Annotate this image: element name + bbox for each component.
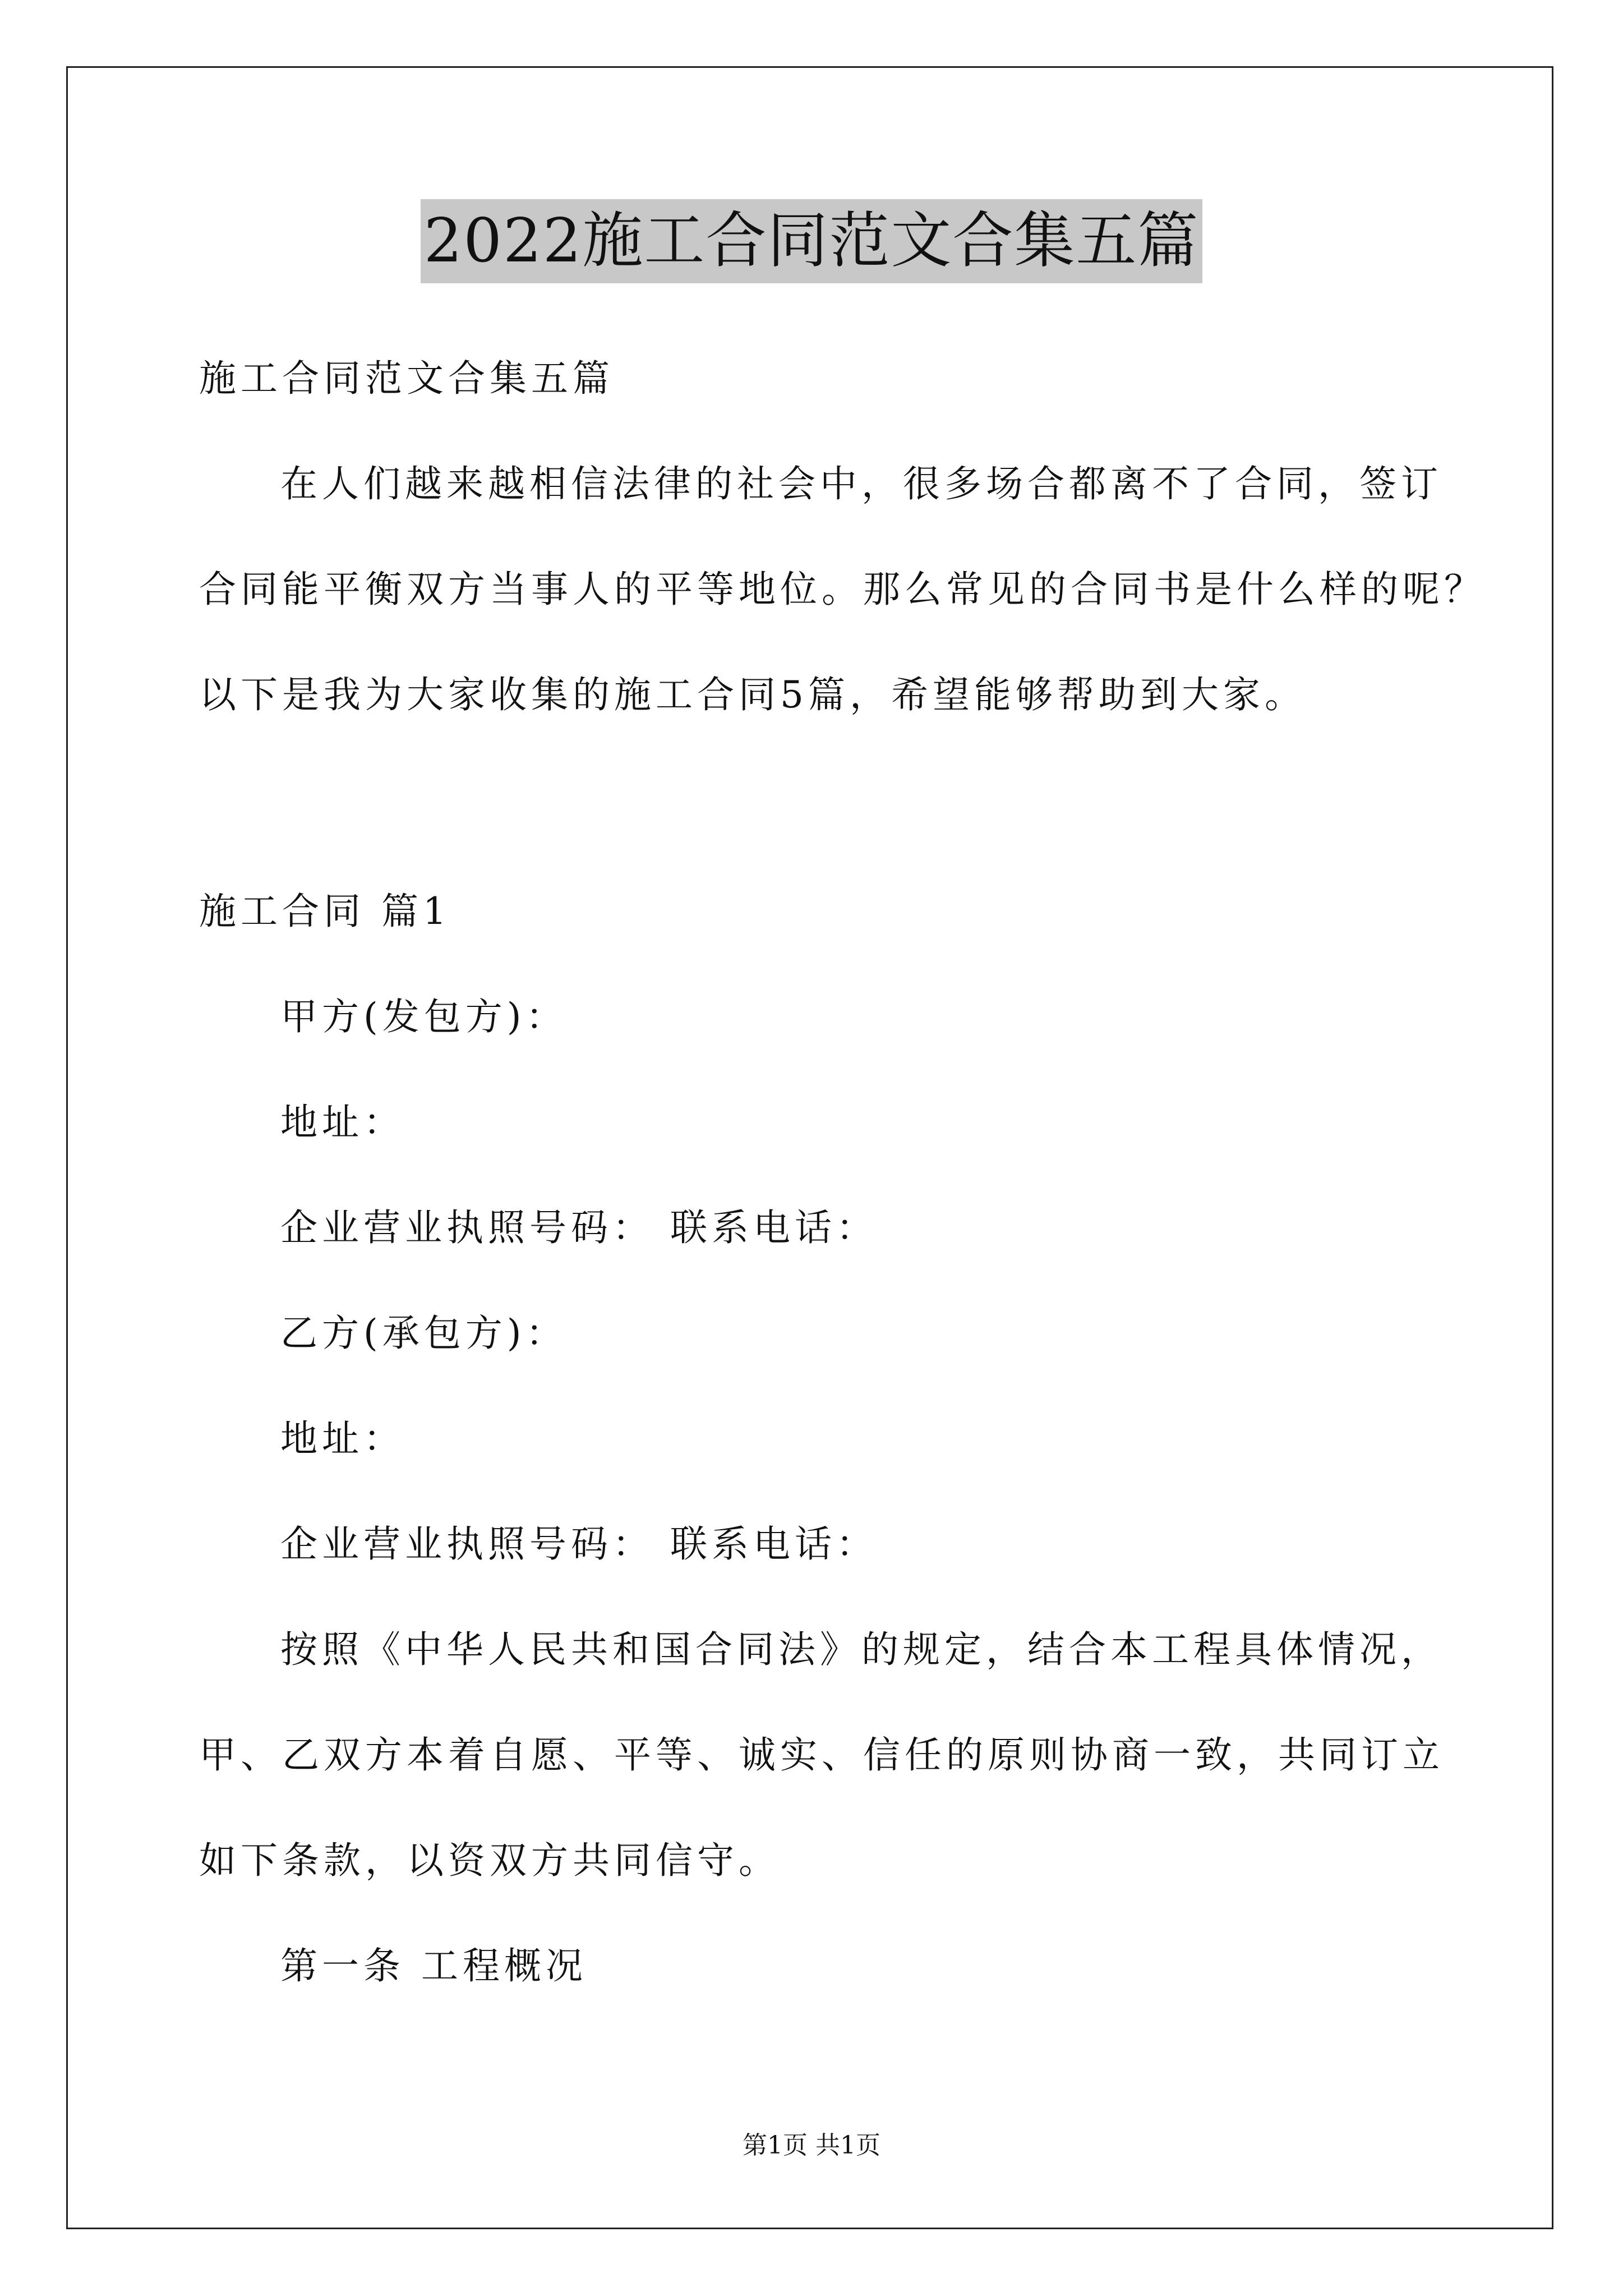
party-a-label: 甲方(发包方)： bbox=[280, 995, 568, 1038]
page-footer: 第1页 共1页 bbox=[743, 2131, 880, 2160]
clause-line-1: 按照《中华人民共和国合同法》的规定，结合本工程具体情况， bbox=[280, 1628, 1442, 1671]
title-wrap bbox=[0, 199, 1623, 283]
clause-line-2: 甲、乙双方本着自愿、平等、诚实、信任的原则协商一致，共同订立 bbox=[199, 1733, 1444, 1777]
intro-line-1: 在人们越来越相信法律的社会中，很多场合都离不了合同，签订 bbox=[280, 462, 1442, 505]
intro-line-2: 合同能平衡双方当事人的平等地位。那么常见的合同书是什么样的呢？ bbox=[199, 568, 1486, 611]
party-a-license-phone: 企业营业执照号码： 联系电话： bbox=[280, 1206, 878, 1249]
document-subtitle: 施工合同范文合集五篇 bbox=[199, 357, 614, 400]
party-b-label: 乙方(承包方)： bbox=[280, 1312, 568, 1355]
article-heading: 第一条 工程概况 bbox=[280, 1944, 587, 1987]
section-heading: 施工合同 篇1 bbox=[199, 890, 451, 933]
clause-line-3: 如下条款，以资双方共同信守。 bbox=[199, 1839, 780, 1882]
party-b-address: 地址： bbox=[280, 1417, 405, 1460]
party-a-address: 地址： bbox=[280, 1101, 405, 1144]
document-title: 2022施工合同范文合集五篇 bbox=[421, 199, 1203, 283]
intro-line-3: 以下是我为大家收集的施工合同5篇，希望能够帮助到大家。 bbox=[199, 673, 1306, 716]
party-b-license-phone: 企业营业执照号码： 联系电话： bbox=[280, 1522, 878, 1566]
